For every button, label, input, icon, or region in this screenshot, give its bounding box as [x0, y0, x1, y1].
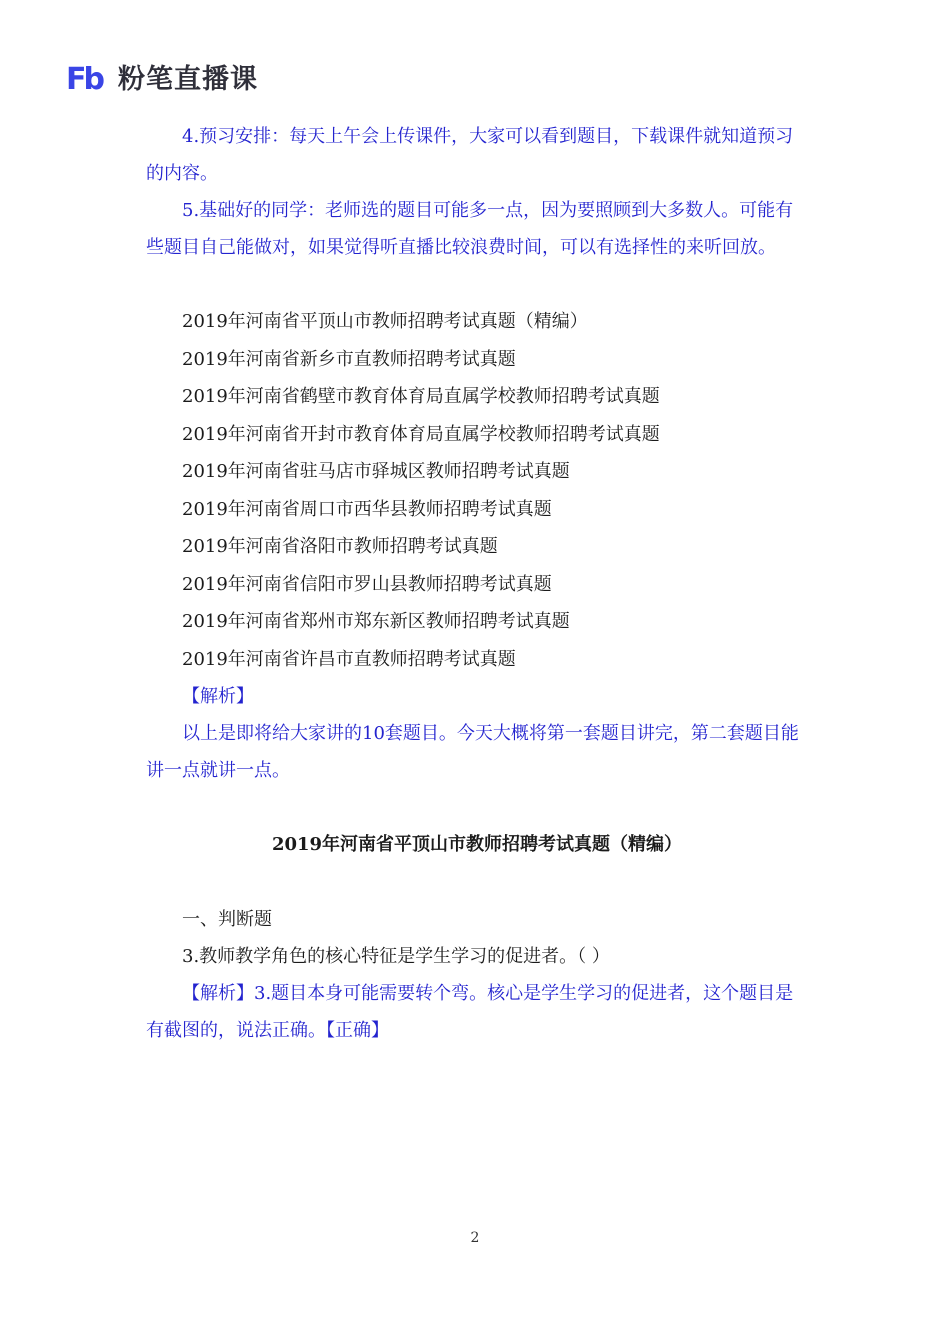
- section-heading: 一、判断题: [182, 909, 272, 930]
- logo-text: 粉笔直播课: [118, 64, 258, 95]
- exam-list-item: 2019年河南省驻马店市驿城区教师招聘考试真题: [182, 461, 570, 482]
- intro-paragraph-4: 4.预习安排：每天上午会上传课件，大家可以看到题目，下载课件就知道预习的内容。: [146, 126, 794, 184]
- exam-list-item: 2019年河南省鹤壁市教育体育局直属学校教师招聘考试真题: [182, 386, 660, 407]
- exam-list: [146, 303, 808, 678]
- fenbi-logo: [66, 60, 258, 100]
- logo-mark-icon: [66, 62, 110, 97]
- document-body: [146, 118, 808, 1049]
- question-text: 3.教师教学角色的核心特征是学生学习的促进者。（ ）: [182, 946, 610, 967]
- logo-mark-text: Fb: [66, 62, 102, 97]
- exam-list-item: 2019年河南省洛阳市教师招聘考试真题: [182, 536, 498, 557]
- exam-list-item: 2019年河南省新乡市直教师招聘考试真题: [182, 348, 516, 370]
- page-number: 2: [470, 1230, 480, 1246]
- analysis-text: 以上是即将给大家讲的10套题目。今天大概将第一套题目讲完，第二套题目能讲一点就讲一点。: [146, 723, 799, 781]
- exam-list-item: 2019年河南省平顶山市教师招聘考试真题（精编）: [182, 311, 588, 332]
- answer-analysis: 【解析】3.题目本身可能需要转个弯。核心是学生学习的促进者，这个题目是有截图的，说法正确。【正确】: [146, 983, 794, 1041]
- analysis-label: 【解析】: [182, 686, 254, 707]
- exam-list-item: 2019年河南省周口市西华县教师招聘考试真题: [182, 498, 552, 520]
- exam-list-item: 2019年河南省许昌市直教师招聘考试真题: [182, 648, 516, 670]
- intro-paragraph-5: 5.基础好的同学：老师选的题目可能多一点，因为要照顾到大多数人。可能有些题目自己能做对，如果觉得听直播比较浪费时间，可以有选择性的来听回放。: [146, 200, 794, 258]
- exam-list-item: 2019年河南省郑州市郑东新区教师招聘考试真题: [182, 611, 570, 632]
- exam-list-item: 2019年河南省开封市教育体育局直属学校教师招聘考试真题: [182, 423, 660, 445]
- exam-list-item: 2019年河南省信阳市罗山县教师招聘考试真题: [182, 573, 552, 595]
- section-title: 2019年河南省平顶山市教师招聘考试真题（精编）: [271, 834, 683, 855]
